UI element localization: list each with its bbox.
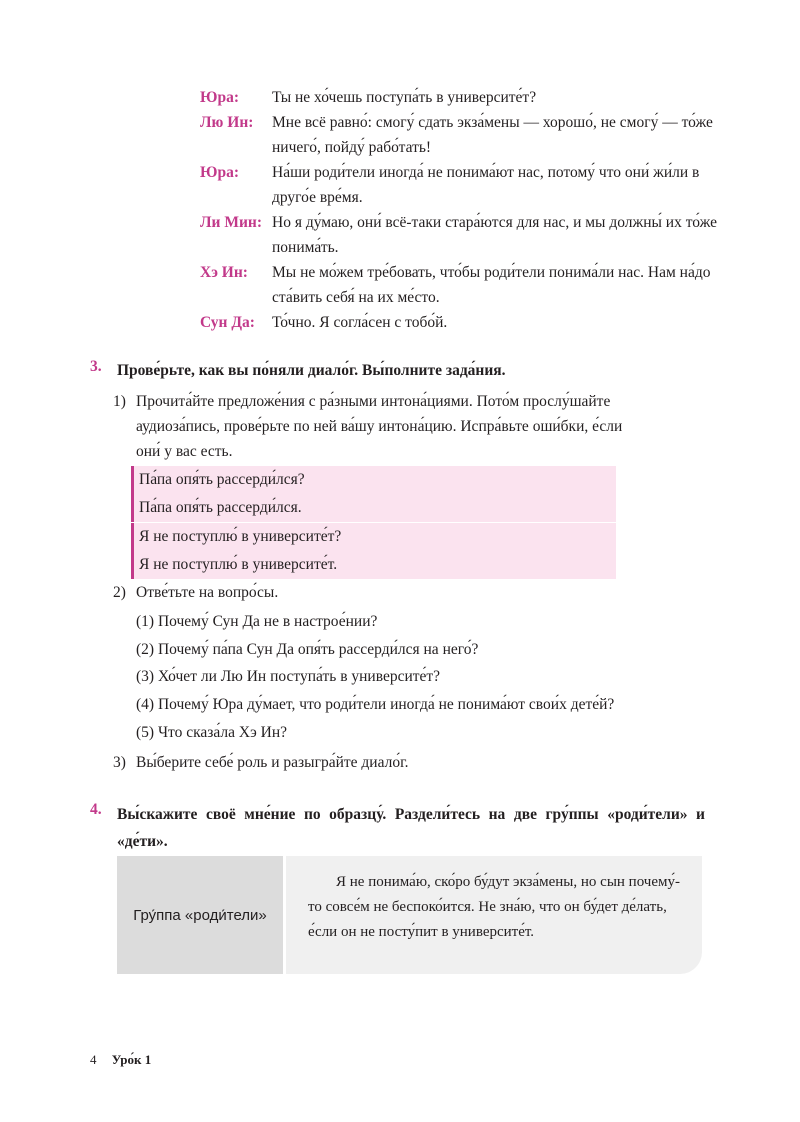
dialog-text: На́ши роди́тели иногда́ не понима́ют нас, потому́ что они́ жи́ли в друго́е вре́мя. [272, 164, 700, 206]
example-table [117, 856, 702, 974]
question: (5) Что сказа́ла Хэ Ин? [136, 724, 287, 741]
dialog-line [200, 110, 720, 160]
dialog-line [200, 160, 720, 210]
dialog-line [200, 310, 720, 335]
subtask-number: 3) [113, 754, 126, 771]
speaker-name: Лю Ин: [200, 114, 254, 131]
task-title: Прове́рьте, как вы по́няли диало́г. Вы́полните зада́ния. [117, 362, 506, 379]
subtask-number: 1) [113, 393, 126, 410]
dialog-text: Но я ду́маю, они́ всё-таки стара́ются для нас, и мы должны́ их то́же понима́ть. [272, 214, 718, 256]
speaker-name: Юра: [200, 89, 239, 106]
task-3-heading [90, 358, 710, 384]
subtask-number: 2) [113, 584, 126, 601]
speaker-name: Ли Мин: [200, 214, 263, 231]
intonation-sentence: Я не поступлю́ в университе́т. [139, 556, 338, 573]
intonation-sentence: Па́па опя́ть рассерди́лся. [139, 499, 302, 516]
dialog-line [200, 85, 720, 110]
intonation-sentence: Я не поступлю́ в университе́т? [139, 528, 342, 545]
question: (1) Почему́ Сун Да не в настрое́нии? [136, 613, 378, 630]
question: (4) Почему́ Юра ду́мает, что роди́тели иногда́ не понима́ют свои́х дете́й? [136, 696, 615, 713]
question: (2) Почему́ па́па Сун Да опя́ть рассерди́лся на него́? [136, 641, 479, 658]
intonation-pair-1 [131, 466, 616, 522]
example-text: Я не понима́ю, ско́ро бу́дут экза́мены, но сын почему́-то совсе́м не беспоко́ится. Не зна́ю, что он бу́дет де́лать, е́сли он не посту́пит в университе́т. [308, 874, 680, 940]
question: (3) Хо́чет ли Лю Ин поступа́ть в университе́т? [136, 668, 441, 685]
subtask-1 [113, 389, 633, 464]
page-footer [90, 1052, 151, 1068]
subtask-3 [113, 750, 633, 775]
lesson-label: Уро́к 1 [111, 1052, 152, 1067]
dialog-line [200, 210, 720, 260]
dialog-text: Мне всё равно́: смогу́ сдать экза́мены — хорошо́, не смогу́ — то́же ничего́, пойду́ рабо́тать! [272, 114, 713, 156]
speaker-name: Сун Да: [200, 314, 255, 331]
dialog-text: То́чно. Я согла́сен с тобо́й. [272, 314, 448, 331]
subtask-text: Отве́тьте на вопро́сы. [136, 584, 279, 601]
intonation-sentence: Па́па опя́ть рассерди́лся? [139, 471, 305, 488]
group-label: Гру́ппа «роди́тели» [117, 856, 283, 974]
subtask-text: Вы́берите себе́ роль и разыгра́йте диало́г. [136, 754, 409, 771]
subtask-2 [113, 580, 633, 605]
speaker-name: Хэ Ин: [200, 264, 248, 281]
speaker-name: Юра: [200, 164, 239, 181]
dialog-text: Мы не мо́жем тре́бовать, что́бы роди́тели понима́ли нас. Нам на́до ста́вить себя́ на их ме́сто. [272, 264, 711, 306]
dialog [200, 85, 720, 335]
dialog-line [200, 260, 720, 310]
page-number: 4 [90, 1052, 97, 1067]
task-number: 3. [90, 358, 102, 375]
subtask-text: Прочита́йте предложе́ния с ра́зными интона́циями. Пото́м прослу́шайте аудиоза́пись, прове́рьте по ней ва́шу интона́цию. Испра́вьте оши́бки, е́сли они́ у вас есть. [136, 393, 623, 460]
task-4-heading [90, 801, 705, 855]
task-number: 4. [90, 801, 102, 818]
task-title: Вы́скажите своё мне́ние по образцу́. Раздели́тесь на две гру́ппы «роди́тели» и «де́ти». [117, 806, 705, 850]
example-text-cell [286, 856, 702, 974]
intonation-pair-2 [131, 523, 616, 579]
dialog-text: Ты не хо́чешь поступа́ть в университе́т? [272, 89, 537, 106]
